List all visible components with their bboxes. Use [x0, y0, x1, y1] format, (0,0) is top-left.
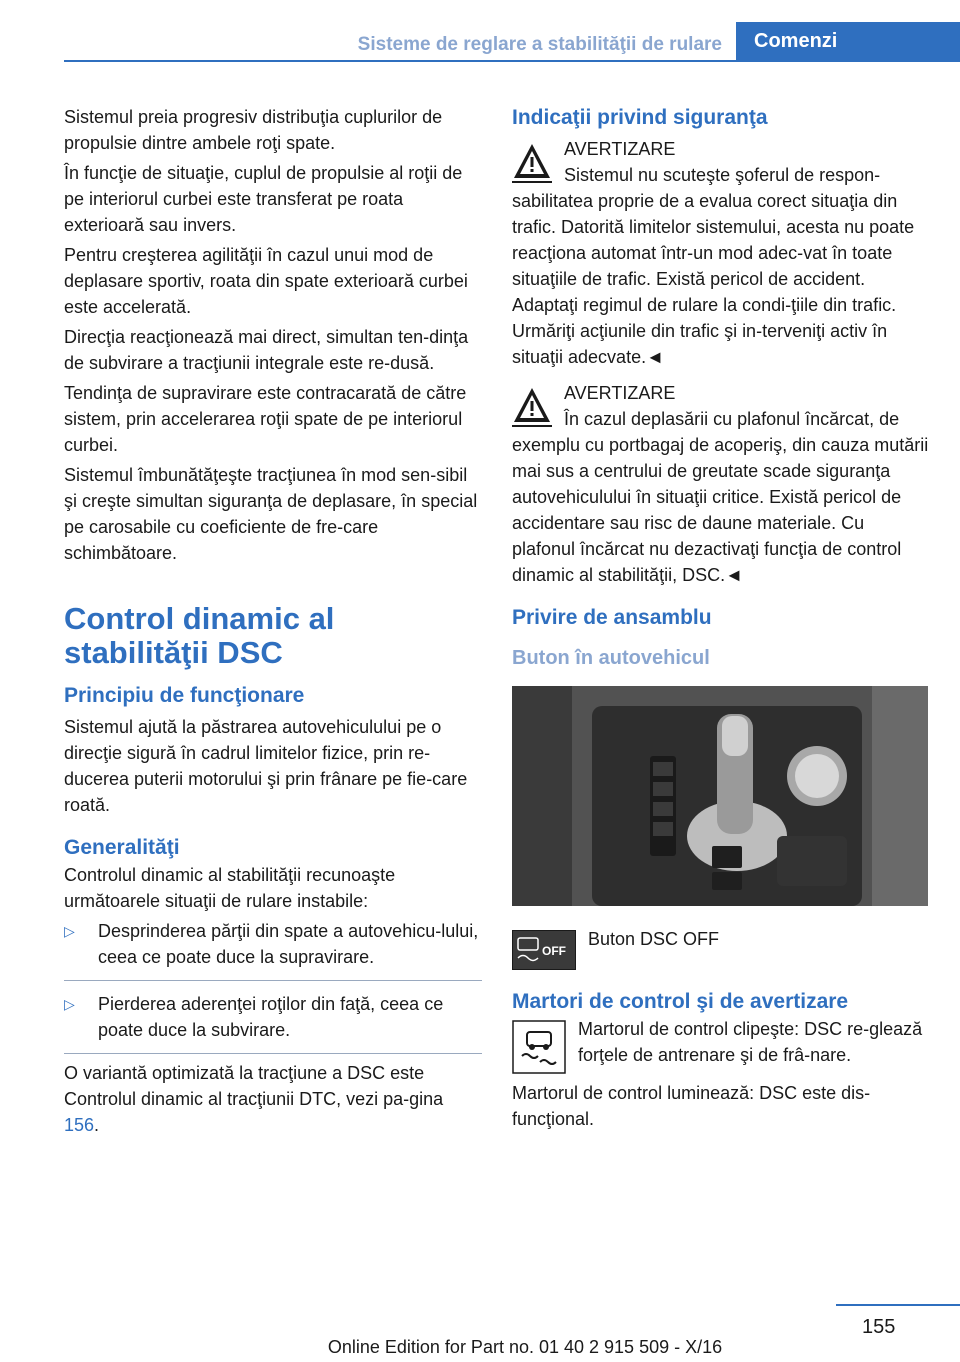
- paragraph: În funcţie de situaţie, cuplul de propulsie al roţii de pe interiorul curbei este transferat pe roata exterioară sau invers.: [64, 163, 463, 235]
- period: .: [94, 1115, 100, 1135]
- warning-block: [512, 136, 930, 370]
- warning-title: AVERTIZARE: [564, 383, 676, 403]
- paragraph: Direcţia reacţionează mai direct, simultan ten-dinţa de subvirare a tracţiunii integrale este re-dusă.: [64, 327, 469, 373]
- paragraph-dtc: [64, 1060, 482, 1138]
- button-caption-row: [512, 926, 930, 972]
- page-number: 155: [862, 1316, 896, 1338]
- subheading-general: Generalităţi: [64, 836, 180, 859]
- list-item-text: Desprinderea părţii din spate a autovehicu-lului, ceea ce poate duce la supravirare.: [98, 921, 479, 967]
- paragraph: Sistemul ajută la păstrarea autovehiculului pe o direcţie sigură în cadrul limitelor fizice, prin re-ducerea puterii motorului şi prin frânare pe fie-care roată.: [64, 717, 468, 815]
- warning-title: AVERTIZARE: [564, 139, 676, 159]
- subheading-overview: Privire de ansamblu: [512, 606, 712, 629]
- subheading-safety: Indicaţii privind siguranţa: [512, 106, 768, 129]
- list-item: [64, 991, 482, 1054]
- paragraph: Pentru creşterea agilităţii în cazul unui mod de deplasare sportiv, roata din spate exterioară curbei este accelerată.: [64, 245, 468, 317]
- paragraph: Sistemul preia progresiv distribuţia cuplurilor de propulsie dintre ambele roţi spate.: [64, 107, 443, 153]
- footer-rule: [836, 1304, 960, 1306]
- subheading-indicators: Martori de control şi de avertizare: [512, 990, 849, 1013]
- indicator-row: [512, 1016, 930, 1076]
- svg-text:OFF: OFF: [542, 944, 566, 958]
- right-column: [512, 104, 930, 1136]
- triangle-bullet-icon: ▷: [64, 923, 75, 939]
- dtc-text: O variantă optimizată la tracţiune a DSC este Controlul dinamic al tracţiunii DTC, vezi pa-gina: [64, 1063, 444, 1109]
- warning-triangle-icon: [512, 140, 552, 184]
- warning-block: [512, 380, 930, 588]
- header-rule: [64, 60, 736, 62]
- dsc-off-button-icon: [512, 930, 576, 970]
- page-header: [0, 0, 960, 62]
- left-column: [64, 104, 482, 1142]
- indicator-text: Martorul de control clipeşte: DSC re-glează forţele de antrenare şi de frâ-nare.: [578, 1019, 923, 1065]
- bullet-list: [64, 918, 482, 1054]
- list-item-text: Pierderea aderenţei roţilor din faţă, ceea ce poate duce la subvirare.: [98, 994, 444, 1040]
- warning-text: În cazul deplasării cu plafonul încărcat, de exemplu cu portbagaj de acoperiş, din cauza mutării mai sus a centrului de greutate scade siguranţa autovehiculului în situaţii critice. Există pericol de accidentare sau risc de daune materiale. Cu plafonul încărcat nu dezactivaţi funcţia de control dinamic al stabilităţii, DSC.◄: [512, 409, 929, 585]
- header-section-title: Sisteme de reglare a stabilităţii de rulare: [357, 34, 722, 55]
- paragraph: Controlul dinamic al stabilităţii recunoaşte următoarele situaţii de rulare instabile:: [64, 865, 396, 911]
- subheading-principle: Principiu de funcţionare: [64, 684, 305, 707]
- warning-text: Sistemul nu scuteşte şoferul de respon-sabilitatea proprie de a evalua corect situaţia din trafic. Datorită limitelor sistemului, acesta nu poate reacţiona automat într-un mod adec-vat în toate situaţiile de trafic. Există pericol de accident. Adaptaţi regimul de rulare la condi-ţiile din trafic. Urmăriţi acţiunile din trafic şi in-terveniţi activ în situaţii adecvate.◄: [512, 165, 915, 367]
- triangle-bullet-icon: ▷: [64, 996, 75, 1012]
- dsc-indicator-icon: [512, 1020, 566, 1074]
- paragraph: Sistemul îmbunătăţeşte tracţiunea în mod sen-sibil şi creşte simultan siguranţa de deplasare, în special pe carosabile cu coeficiente de fre-care schimbătoare.: [64, 465, 478, 563]
- header-chapter-tab: Comenzi: [736, 22, 960, 62]
- paragraph: Tendinţa de supravirare este contracarată de către sistem, prin accelerarea roţii spate de pe interiorul curbei.: [64, 383, 467, 455]
- page-reference-link[interactable]: 156: [64, 1115, 95, 1135]
- section-heading-dsc: Control dinamic al stabilităţii DSC: [64, 601, 335, 670]
- warning-triangle-icon: [512, 384, 552, 428]
- button-caption: Buton DSC OFF: [588, 929, 720, 949]
- center-console-photo: [512, 686, 928, 906]
- list-item: [64, 918, 482, 981]
- footer-edition: Online Edition for Part no. 01 40 2 915 509 - X/16: [327, 1337, 723, 1357]
- subheading-button: Buton în autovehicul: [512, 647, 710, 669]
- paragraph: Martorul de control luminează: DSC este dis-funcţional.: [512, 1083, 871, 1129]
